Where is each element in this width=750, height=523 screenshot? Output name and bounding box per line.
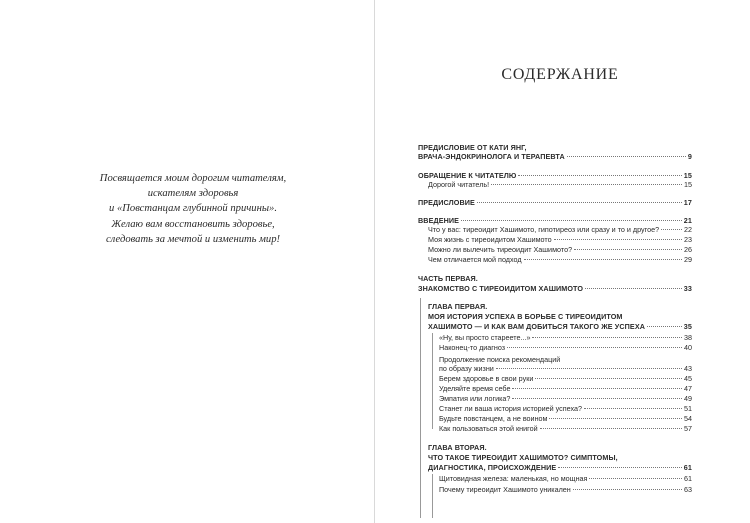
toc-entry-title: ВРАЧА-ЭНДОКРИНОЛОГА И ТЕРАПЕВТА	[418, 152, 565, 161]
toc-page-number: 38	[684, 333, 692, 342]
toc-entry-title: ЗНАКОМСТВО С ТИРЕОИДИТОМ ХАШИМОТО	[418, 284, 584, 293]
toc-entry[interactable]	[439, 414, 692, 424]
toc-page-number: 43	[684, 364, 692, 373]
toc-entry-title: ПРЕДИСЛОВИЕ	[418, 198, 475, 207]
toc-entry-title: по образу жизни	[439, 364, 494, 373]
toc-page-number: 22	[684, 225, 692, 234]
toc-page-number: 45	[684, 374, 692, 383]
toc-entry-chapter2[interactable]	[428, 463, 692, 473]
dedication-line: следовать за мечтой и изменить мир!	[105, 233, 281, 245]
toc-entry[interactable]	[439, 404, 692, 414]
toc-leader	[574, 249, 682, 250]
dedication-line: и «Повстанцам глубинной причины».	[109, 203, 277, 215]
toc-leader	[461, 220, 682, 221]
toc-title: СОДЕРЖАНИЕ	[501, 66, 619, 83]
toc-page-number: 49	[684, 394, 692, 403]
toc-leader	[589, 478, 682, 479]
toc-chapter-heading: МОЯ ИСТОРИЯ УСПЕХА В БОРЬБЕ С ТИРЕОИДИТОМ	[428, 312, 623, 321]
toc-entry[interactable]	[439, 394, 692, 404]
toc-page-number: 21	[683, 216, 692, 225]
toc-leader	[477, 202, 682, 203]
toc-entry-title: Продолжение поиска рекомендаций	[439, 355, 561, 364]
toc-entry-preface[interactable]	[418, 198, 692, 208]
toc-entry-title: ОБРАЩЕНИЕ К ЧИТАТЕЛЮ	[418, 171, 517, 180]
toc-page-number: 63	[684, 485, 692, 494]
toc-entry-title: Почему тиреоидит Хашимото уникален	[439, 485, 571, 494]
part-divider-rule	[420, 298, 421, 518]
toc-leader	[554, 239, 682, 240]
toc-entry-chapter1[interactable]	[428, 322, 692, 332]
toc-leader	[647, 326, 682, 327]
toc-chapter-heading: ГЛАВА ПЕРВАЯ.	[428, 302, 488, 311]
toc-entry-title: Будьте повстанцем, а не воином	[439, 414, 548, 423]
toc-chapter-heading: ГЛАВА ВТОРАЯ.	[428, 443, 487, 452]
toc-page-number: 51	[684, 404, 692, 413]
toc-page-number: 61	[683, 463, 692, 472]
toc-entry-title: Уделяйте время себе	[439, 384, 511, 393]
toc-entry-foreword[interactable]	[418, 152, 692, 162]
toc-page-number: 17	[683, 198, 692, 207]
toc-entry[interactable]	[428, 235, 692, 245]
toc-entry-title: ДИАГНОСТИКА, ПРОИСХОЖДЕНИЕ	[428, 463, 557, 472]
toc-entry[interactable]	[439, 424, 692, 434]
toc-page-number: 33	[683, 284, 692, 293]
toc-entry[interactable]	[439, 474, 692, 484]
toc-entry-title: ВВЕДЕНИЕ	[418, 216, 460, 225]
dedication-line: Посвящается моим дорогим читателям,	[99, 173, 287, 184]
toc-page-number: 23	[684, 235, 692, 244]
toc-leader	[512, 388, 682, 389]
toc-leader	[540, 428, 682, 429]
toc-page-number: 9	[687, 152, 692, 161]
toc-leader	[558, 467, 682, 468]
toc-entry-title: «Ну, вы просто стареете...»	[439, 333, 531, 342]
toc-entry-title: Можно ли вылечить тиреоидит Хашимото?	[428, 245, 573, 254]
toc-leader	[532, 337, 682, 338]
toc-page-number: 35	[683, 322, 692, 331]
toc-page-number: 54	[684, 414, 692, 423]
toc-entry[interactable]	[439, 343, 692, 353]
toc-page-number: 40	[684, 343, 692, 352]
toc-page-number: 26	[684, 245, 692, 254]
toc-leader	[524, 259, 682, 260]
toc-entry-title: Как пользоваться этой книгой	[439, 424, 538, 433]
toc-entry[interactable]	[439, 374, 692, 384]
toc-entry-title: Берем здоровье в свои руки	[439, 374, 534, 383]
toc-leader	[496, 368, 682, 369]
toc-leader	[567, 156, 686, 157]
toc-entry[interactable]	[428, 225, 692, 235]
toc-leader	[573, 489, 682, 490]
toc-leader	[549, 418, 682, 419]
toc-leader	[584, 408, 682, 409]
toc-entry-part1[interactable]	[418, 284, 692, 294]
toc-part-heading: ЧАСТЬ ПЕРВАЯ.	[418, 274, 478, 283]
toc-leader	[535, 378, 682, 379]
toc-leader	[585, 288, 682, 289]
toc-page-number: 15	[683, 171, 692, 180]
toc-page-number: 57	[684, 424, 692, 433]
toc-entry[interactable]	[428, 245, 692, 255]
toc-entry-title: Чем отличается мой подход	[428, 255, 522, 264]
toc-leader	[491, 184, 682, 185]
toc-chapter-heading: ЧТО ТАКОЕ ТИРЕОИДИТ ХАШИМОТО? СИМПТОМЫ,	[428, 453, 618, 462]
toc-entry-dear-reader[interactable]	[428, 180, 692, 190]
toc-entry-title: Щитовидная железа: маленькая, но мощная	[439, 474, 588, 483]
toc-entry[interactable]	[439, 485, 692, 495]
toc-entry-title: ХАШИМОТО — И КАК ВАМ ДОБИТЬСЯ ТАКОГО ЖЕ УСПЕХА	[428, 322, 646, 331]
dedication-line: искателям здоровья	[147, 188, 239, 200]
toc-entry-title: Эмпатия или логика?	[439, 394, 511, 403]
toc-page-number: 29	[684, 255, 692, 264]
toc-page-number: 15	[684, 180, 692, 189]
chapter-divider-rule	[432, 474, 433, 518]
toc-leader	[661, 229, 682, 230]
toc-entry[interactable]	[439, 364, 692, 374]
toc-page-number: 61	[684, 474, 692, 483]
toc-heading-line: ПРЕДИСЛОВИЕ ОТ КАТИ ЯНГ,	[418, 143, 527, 152]
chapter-divider-rule	[432, 333, 433, 429]
toc-entry-title: Станет ли ваша история историей успеха?	[439, 404, 583, 413]
toc-leader	[512, 398, 682, 399]
dedication-line: Желаю вам восстановить здоровье,	[111, 218, 275, 230]
toc-page-number: 47	[684, 384, 692, 393]
toc-leader	[507, 347, 682, 348]
toc-entry-title: Что у вас: тиреоидит Хашимото, гипотиреоз или сразу и то и другое?	[428, 225, 660, 234]
toc-entry-title: Моя жизнь с тиреоидитом Хашимото	[428, 235, 552, 244]
toc-entry[interactable]	[428, 255, 692, 265]
toc-entry[interactable]	[439, 384, 692, 394]
toc-entry-title: Наконец-то диагноз	[439, 343, 506, 352]
toc-entry-title: Дорогой читатель!	[428, 180, 490, 189]
toc-leader	[518, 175, 681, 176]
toc-entry[interactable]	[439, 333, 692, 343]
